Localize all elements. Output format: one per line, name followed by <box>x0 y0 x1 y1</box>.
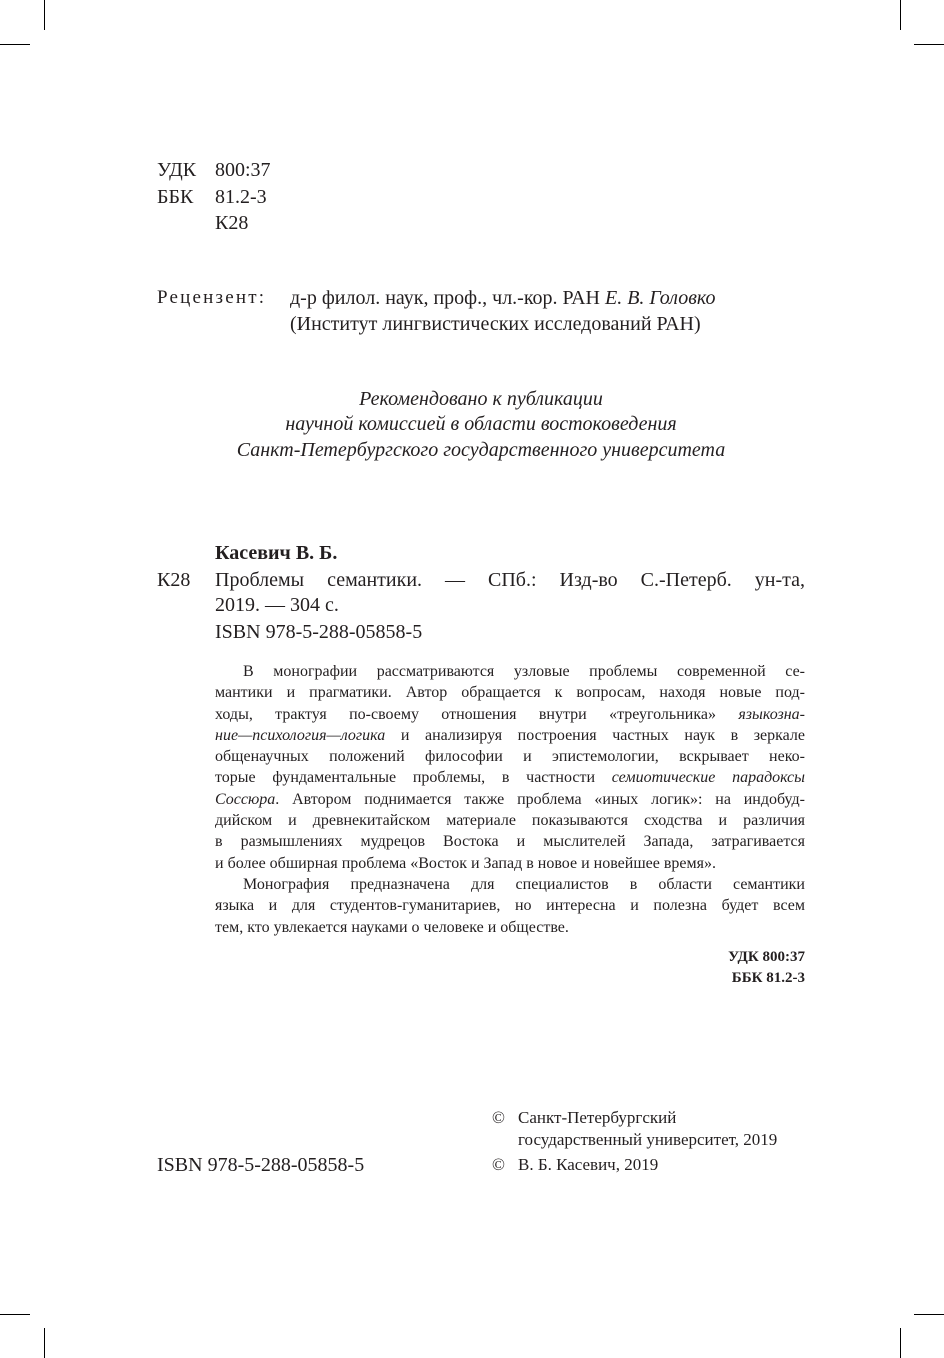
copyright-symbol: © <box>492 1155 505 1174</box>
index-codes <box>728 947 805 989</box>
copyright-holder-line: Санкт-Петербургский <box>518 1108 677 1127</box>
crop-mark-bottom-right-vertical <box>900 1328 901 1358</box>
abstract-line <box>215 789 805 810</box>
abstract-text: В монографии рассматриваются узловые проблемы современной се- <box>243 663 805 680</box>
abstract-text: . Автором поднимается также проблема «иных логик»: на индобуд- <box>275 790 805 808</box>
abstract-text: дийском и древнекитайском материале показываются сходства и различия <box>215 812 805 830</box>
abstract-text: и более обширная проблема «Восток и Запад в новое и новейшее время». <box>215 854 717 872</box>
reviewer-label: Рецензент: <box>157 287 267 308</box>
record-year-pages: 2019. — 304 с. <box>215 594 339 616</box>
abstract-line <box>215 853 805 874</box>
index-udk: УДК 800:37 <box>728 949 805 965</box>
reviewer-credentials: д-р филол. наук, проф., чл.-кор. РАН <box>290 287 600 309</box>
reviewer-name: Е. В. Головко <box>605 287 716 309</box>
abstract-text: тем, кто увлекается науками о человеке и обществе. <box>215 918 569 936</box>
abstract-text: и анализируя построения частных наук в зеркале <box>385 726 805 744</box>
abstract-line <box>215 874 805 895</box>
abstract-line <box>215 917 805 938</box>
abstract-text: ходы, трактуя по-своему отношения внутри «треугольника» <box>215 705 739 723</box>
crop-mark-bottom-left-vertical <box>44 1328 45 1358</box>
record-title-line: Проблемы семантики. — СПб.: Изд-во С.-Петерб. ун-та, <box>215 569 805 591</box>
udk-label: УДК <box>157 159 197 181</box>
crop-mark-bottom-left-horizontal <box>0 1314 30 1315</box>
abstract-line <box>215 810 805 831</box>
bbk-label: ББК <box>157 186 194 208</box>
abstract-text: мантики и прагматики. Автор обращается к вопросам, находя новые под- <box>215 684 805 702</box>
abstract-line <box>215 704 805 725</box>
footer-isbn: ISBN 978-5-288-05858-5 <box>157 1154 365 1176</box>
recommendation-line: Рекомендовано к публикации <box>359 388 603 410</box>
abstract <box>215 661 805 938</box>
crop-mark-top-left-horizontal <box>0 44 30 45</box>
udk-value: 800:37 <box>215 159 271 181</box>
author-mark: К28 <box>215 212 249 234</box>
record-author: Касевич В. Б. <box>215 542 338 564</box>
record-author-mark: К28 <box>157 569 191 591</box>
abstract-line <box>215 767 805 788</box>
abstract-italic-text: Соссюра <box>215 790 276 808</box>
reviewer-line <box>290 285 716 311</box>
abstract-line <box>215 682 805 703</box>
copyright-holder-line: государственный университет, 2019 <box>518 1130 778 1149</box>
crop-mark-top-right-horizontal <box>914 44 944 45</box>
bbk-value: 81.2-3 <box>215 186 267 208</box>
abstract-line <box>215 661 805 682</box>
abstract-line <box>215 725 805 746</box>
abstract-text: Монография предназначена для специалистов в области семантики <box>243 875 805 893</box>
abstract-text: общенаучных положений философии и эпистемологии, вскрывает неко- <box>215 748 805 766</box>
abstract-line <box>215 746 805 767</box>
recommendation-line: научной комиссией в области востоковедения <box>285 413 677 435</box>
abstract-line <box>215 895 805 916</box>
copyright-symbol: © <box>492 1108 505 1127</box>
abstract-italic-text: семиотические парадоксы <box>611 769 805 787</box>
recommendation-line: Санкт-Петербургского государственного университета <box>236 439 726 461</box>
abstract-text: в размышлениях мудрецов Востока и мыслителей Запада, затрагивается <box>215 833 805 851</box>
record-isbn: ISBN 978-5-288-05858-5 <box>215 621 423 643</box>
abstract-text: торые фундаментальные проблемы, в частности <box>215 769 612 787</box>
index-bbk: ББК 81.2-3 <box>731 970 805 986</box>
crop-mark-top-right-vertical <box>900 0 901 30</box>
reviewer-institution: (Институт лингвистических исследований РАН) <box>290 313 701 335</box>
abstract-italic-text: языкозна- <box>738 705 805 723</box>
abstract-text: языка и для студентов-гуманитариев, но интересна и полезна будет всем <box>215 897 805 915</box>
abstract-line <box>215 831 805 852</box>
crop-mark-top-left-vertical <box>44 0 45 30</box>
crop-mark-bottom-right-horizontal <box>914 1314 944 1315</box>
abstract-italic-text: ние—психология—логика <box>215 726 386 744</box>
copyright-holder-line: В. Б. Касевич, 2019 <box>518 1155 659 1174</box>
